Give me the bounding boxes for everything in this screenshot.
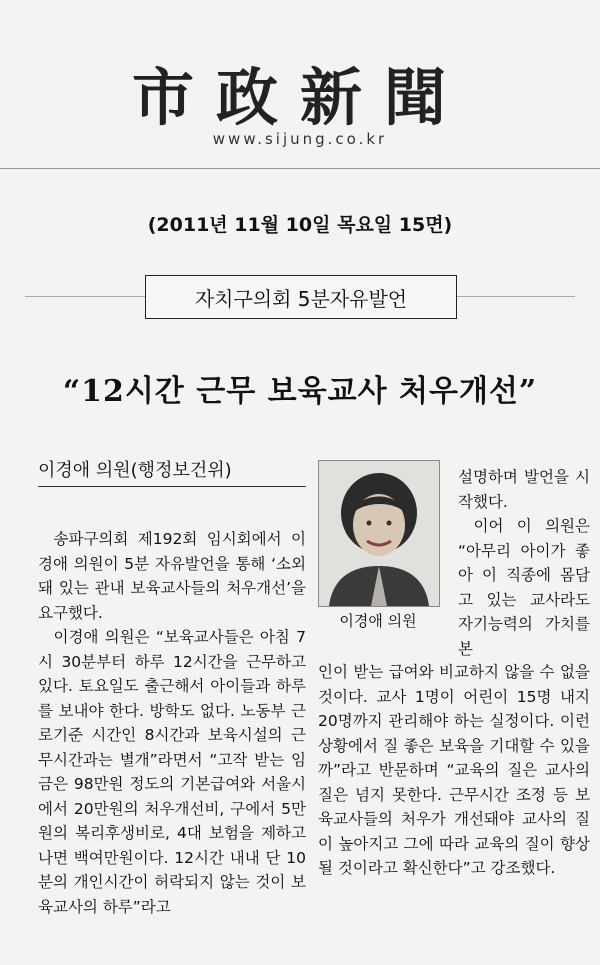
article-column-2 — [458, 465, 590, 661]
article-column-3 — [318, 660, 590, 881]
paragraph: 설명하며 발언을 시작했다. — [458, 468, 590, 511]
paragraph: 이어 이 의원은 “아무리 아이가 좋아 이 직종에 몸담고 있는 교사라도 자기능력의 가치를 본 — [458, 517, 590, 658]
paragraph: 인이 받는 급여와 비교하지 않을 수 없을 것이다. 교사 1명이 어린이 15명 내지 20명까지 관리해야 하는 실정이다. 이런 상황에서 질 좋은 보육을 기대할 수 있을까”라고 반문하며 “교육의 질은 교사의 질은 넘지 못한다. 근무시간 조정 등 보육교사들의 처우가 개선돼야 교사의 질이 높아지고 그에 따라 교육의 질이 향상될 것이라고 확신한다”고 강조했다. — [318, 663, 590, 877]
article-column-1 — [38, 527, 306, 919]
portrait-image — [319, 461, 439, 606]
byline: 이경애 의원(행정보건위) — [38, 460, 232, 481]
section-label: 자치구의회 5분자유발언 — [145, 275, 457, 319]
newspaper-url: www.sijung.co.kr — [212, 130, 388, 148]
portrait-photo — [318, 460, 440, 607]
photo-caption: 이경애 의원 — [339, 612, 417, 630]
newspaper-title: 市政新聞 — [131, 61, 468, 134]
headline: “12시간 근무 보육교사 처우개선” — [62, 374, 538, 409]
dateline: (2011년 11월 10일 목요일 15면) — [147, 214, 453, 236]
masthead — [0, 0, 600, 170]
paragraph: 송파구의회 제192회 임시회에서 이경애 의원이 5분 자유발언을 통해 ‘소외돼 있는 관내 보육교사들의 처우개선’을 요구했다. — [38, 530, 306, 622]
section-rule-left — [25, 296, 145, 297]
masthead-divider — [0, 168, 600, 169]
byline-rule — [38, 486, 306, 487]
paragraph: 이경애 의원은 “보육교사들은 아침 7시 30분부터 하루 12시간을 근무하고 있다. 토요일도 출근해서 아이들과 하루를 보내야 한다. 방학도 없다. 노동부 근로기준 시간인 8시간과 보육시설의 근무시간과는 별개”라면서 “고작 받는 임금은 98만원 정도의 기본급여와 서울시에서 20만원의 처우개선비, 구에서 5만원의 복리후생비로, 4대 보험을 제하고 나면 백여만원이다. 12시간 내내 단 10분의 개인시간이 허락되지 않는 것이 보육교사의 하루”라고 — [38, 628, 306, 916]
section-rule-right — [457, 296, 575, 297]
